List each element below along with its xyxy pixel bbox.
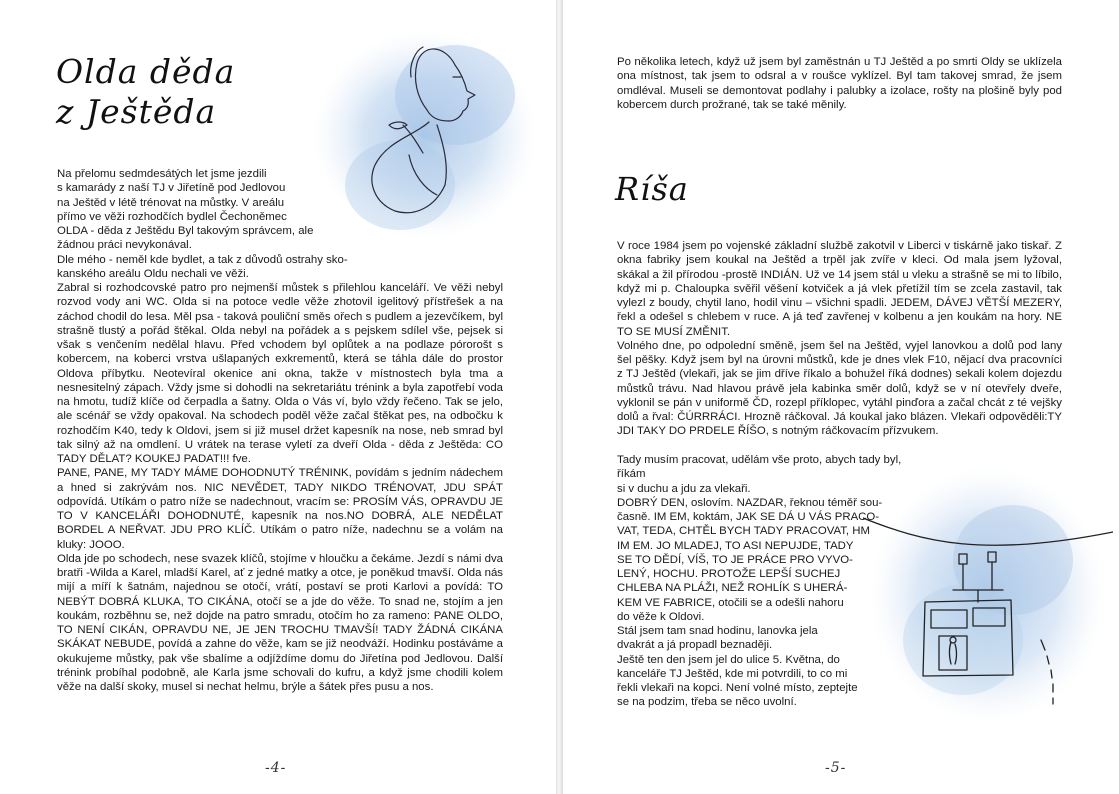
text-line: Tady musím pracovat, udělám vše proto, abych tady byl, říkám xyxy=(617,454,902,481)
intro-line: přímo ve věži rozhodčích bydlel Čechoněmec xyxy=(57,210,287,223)
left-page xyxy=(0,0,556,794)
text-line: Ještě ten den jsem jel do ulice 5. Května, do xyxy=(617,653,840,666)
text-line: CHLEBA NA PLÁŽI, NEŽ ROHLÍK S UHERÁ- xyxy=(617,582,848,595)
text-line: DOBRÝ DEN, oslovím. NAZDAR, řeknou téměř sou- xyxy=(617,496,883,509)
paragraph: PANE, PANE, MY TADY MÁME DOHODNUTÝ TRÉNINK, povídám s jedním nádechem a hned si zakrývám nos. NIC NEVĚDET, TADY NIKDO TRÉNOVAT, JDU SPÁT odpovídá. Utíkám o patro níže se nadechnout, vracím se: PROSÍM VÁS, OPRAVDU JE TO V KANCELÁŘI DOHODNUTÉ, kapesník na nos.NO DOBRÁ, ALE NEDĚLAT BORDEL A NEŘVAT. JDU PRO KLÍČ. Utíkám o patro níže, nadechnu se a volám na kluky: JOOO. xyxy=(57,467,503,551)
risa-body xyxy=(617,239,1062,439)
story-title-olda xyxy=(56,52,235,131)
intro-line: Na přelomu sedmdesátých let jsme jezdili xyxy=(57,168,267,180)
paragraph: Volného dne, po odpolední směně, jsem šel na Ještěd, vyjel lanovkou a dolů pod lany šel pěšky. Když jsem byl na úrovni můstků, kde je dnes vlek F10, nějací dva pracovníci z TJ Ještěd (vlekaři, jak se jim dříve říkalo a bohužel říká dodnes) sekali kolem dojezdu můstků trávu. Nad hlavou právě jela kabinka směr dolů, když se v ní otevřely dveře, vyklonil se pán v uniformě ČD, rozepl příklopec, vytáhl pinďora a začal chcát z té vejšky dolů a řval: ČÚRRRÁCI. Hrozně ráčkoval. Já koukal jako blázen. Vlekaři odpověděli:TY JDI TAKY DO PRDELE ŘÍŠO, s notným ráčkovacím přízvukem. xyxy=(617,339,1062,438)
intro-line: s kamarády z naší TJ v Jiřetíně pod Jedlovou xyxy=(57,182,286,195)
paragraph: Olda jde po schodech, nese svazek klíčů, stojíme v hloučku a čekáme. Jezdí s námi dva bratři -Wilda a Karel, mladší Karel, ať z jedné matky a otce, je poněkud tmavší. Olda nás mijí a míří k šatnám, najednou se otočí, vrátí, postaví se proti Karlovi a povídá: TO NEBÝT DOBRÁ KLUKA, TO CIKÁNA, otočí se a jde do věže. To snad ne, stojím a jen koukám, rozběhnu se, než dojde na patro smradu, otočím ho za rameno: PANE OLDO, TO NENÍ CIKÁN, OPRAVDU NE, JE JEN TROCHU TMAVŠÍ! TADY ŽÁDNÁ CIKÁNA SKÁKAT NEBUDE, povídá a zahne do věže, kam se již neodváží. Hodinku postáváme a okukujeme můstky, pak vše sbalíme a odjíždíme domu do Jiřetína pod Jedlovou. Další trénink probíhal podobně, ale Karla jsme schovali do kufru, a když jsme chodili kolem věže na další skoky, musel si nechat helmu, brýle a šátek přes pusu a nos. xyxy=(57,552,503,693)
text-line: IM EM. JO MLADEJ, TO ASI NEPUJDE, TADY xyxy=(617,539,854,552)
text-line: dvakrát a já propadl beznaději. xyxy=(617,639,773,652)
title-line-2: z Ještěda xyxy=(56,91,217,131)
intro-line: Dle mého - neměl kde bydlet, a tak z důvodů ostrahy sko- xyxy=(57,253,348,266)
text-line: časně. IM EM, koktám, JAK SE DÁ U VÁS PRACO- xyxy=(617,511,880,523)
page-number-left: -4- xyxy=(265,760,287,776)
olda-body xyxy=(57,281,503,741)
text-line: LENÝ, HOCHU. PROTOŽE LEPŠÍ SUCHEJ xyxy=(617,568,841,580)
intro-line: OLDA - děda z Ještědu Byl takovým správcem, ale xyxy=(57,225,314,237)
risa-narrow-text xyxy=(617,453,917,710)
text-line: Stál jsem tam snad hodinu, lanovka jela xyxy=(617,625,818,637)
title-line-1: Olda děda xyxy=(56,52,236,91)
text-line: řekli vlekaři na kopci. Není volné místo, zeptejte xyxy=(617,682,858,694)
story-title-risa: Ríša xyxy=(615,170,689,208)
text-line: KEM VE FABRICE, otočili se a odešli nahoru xyxy=(617,596,844,609)
text-line: se na podzim, třeba se něco uvolní. xyxy=(617,696,797,709)
text-line: kanceláře TJ Ještěd, kde mi potvrdili, to co mi xyxy=(617,667,848,680)
paragraph: V roce 1984 jsem po vojenské základní službě zakotvil v Liberci v tiskárně jako tiskař. Z okna fabriky jsem koukal na Ještěd a trpěl jak zvíře v kleci. Od mala jsem lyžoval, skákal a žil přírodou -prostě INDIÁN. Už ve 14 jsem stál u vleku a strašně se mi to líbilo, když mi p. Chaloupka svěřil věšení kotviček a já vlek přetížil tím se zcela zastavil, tak vylezl z boudy, chytil lano, hodil vinu – všichni spadli. JEDEM, DÁVEJ VĚTŠÍ MEZERY, řekl a odešel s chlebem v ruce. A já teď zavřenej v kolbenu a jen koukám na hory. NE TO SE MUSÍ ZMĚNIT. xyxy=(617,240,1062,338)
intro-line: na Ještěd v létě trénovat na můstky. V areálu xyxy=(57,196,285,209)
intro-line: žádnou práci nevykonával. xyxy=(57,239,192,252)
book-gutter xyxy=(556,0,563,794)
text-line: do věže k Oldovi. xyxy=(617,610,705,623)
olda-epilogue xyxy=(617,55,1062,112)
text-line: VAT, TEDA, CHTĚL BYCH TADY PRACOVAT, HM xyxy=(617,525,870,538)
page-number-right: -5- xyxy=(825,760,847,776)
right-page xyxy=(563,0,1119,794)
olda-intro xyxy=(57,167,377,281)
paragraph: Po několika letech, když už jsem byl zaměstnán u TJ Ještěd a po smrti Oldy se uklízela ona místnost, tak jsem to odsral a v roušce vyklízel. Byl tam takovej smrad, že jsem omdléval. Museli se demontovat podlahy i palubky a izolace, rošty na plošině byly pod kobercem durch prožrané, tak se také měnily. xyxy=(617,56,1062,111)
text-line: SE TO DĚDÍ, VÍŠ, TO JE PRÁCE PRO VYVO- xyxy=(617,553,853,566)
paragraph: Zabral si rozhodcovské patro pro nejmenší můstek s přilehlou kanceláří. Ve věži nebyl rozvod vody ani WC. Olda si na potoce vedle věže zhotovil igelitový přístřešek a na záchod chodil do lesa. Měl psa - taková pouliční směs ořech s pudlem a jezevčíkem, byl strašně tlustý a pořád štěkal. Olda nebyl na pořádek a s pejskem sdílel vše, pejsek si však s venčením nedělal hlavu. Před vchodem byl oplůtek a na podlaze pórorošt s kobercem, na koberci vrstva ušlapaných exkrementů, která se táhla dále do prostor Oldova příbytku. Neotevíral okenice ani okna, takže v místnostech byla tma a nesnesitelný zápach. Vždy jsme si dohodli na sekretariátu trénink a byla zapotřebí voda na hmotu, tudíž klíče od čerpadla a šatny. Olda o Vás ví, bylo vždy řečeno. Tak se jelo, ale scénář se vždy opakoval. Na schodech poděl věže začal štěkat pes, na odbočku k rozhodčím K40, tedy k Oldovi, jsem si již musel držet kapesník na nose, neb smrad byl tak silný až na omdlení. U vrátek na terase vyletí za dveří Olda - děda z Ještěda: CO TADY DĚLAT? KOUKEJ PADAT!!! fve. xyxy=(57,282,503,465)
text-line: si v duchu a jdu za vlekaři. xyxy=(617,482,751,495)
intro-line: kanského areálu Oldu nechali ve věži. xyxy=(57,267,249,280)
